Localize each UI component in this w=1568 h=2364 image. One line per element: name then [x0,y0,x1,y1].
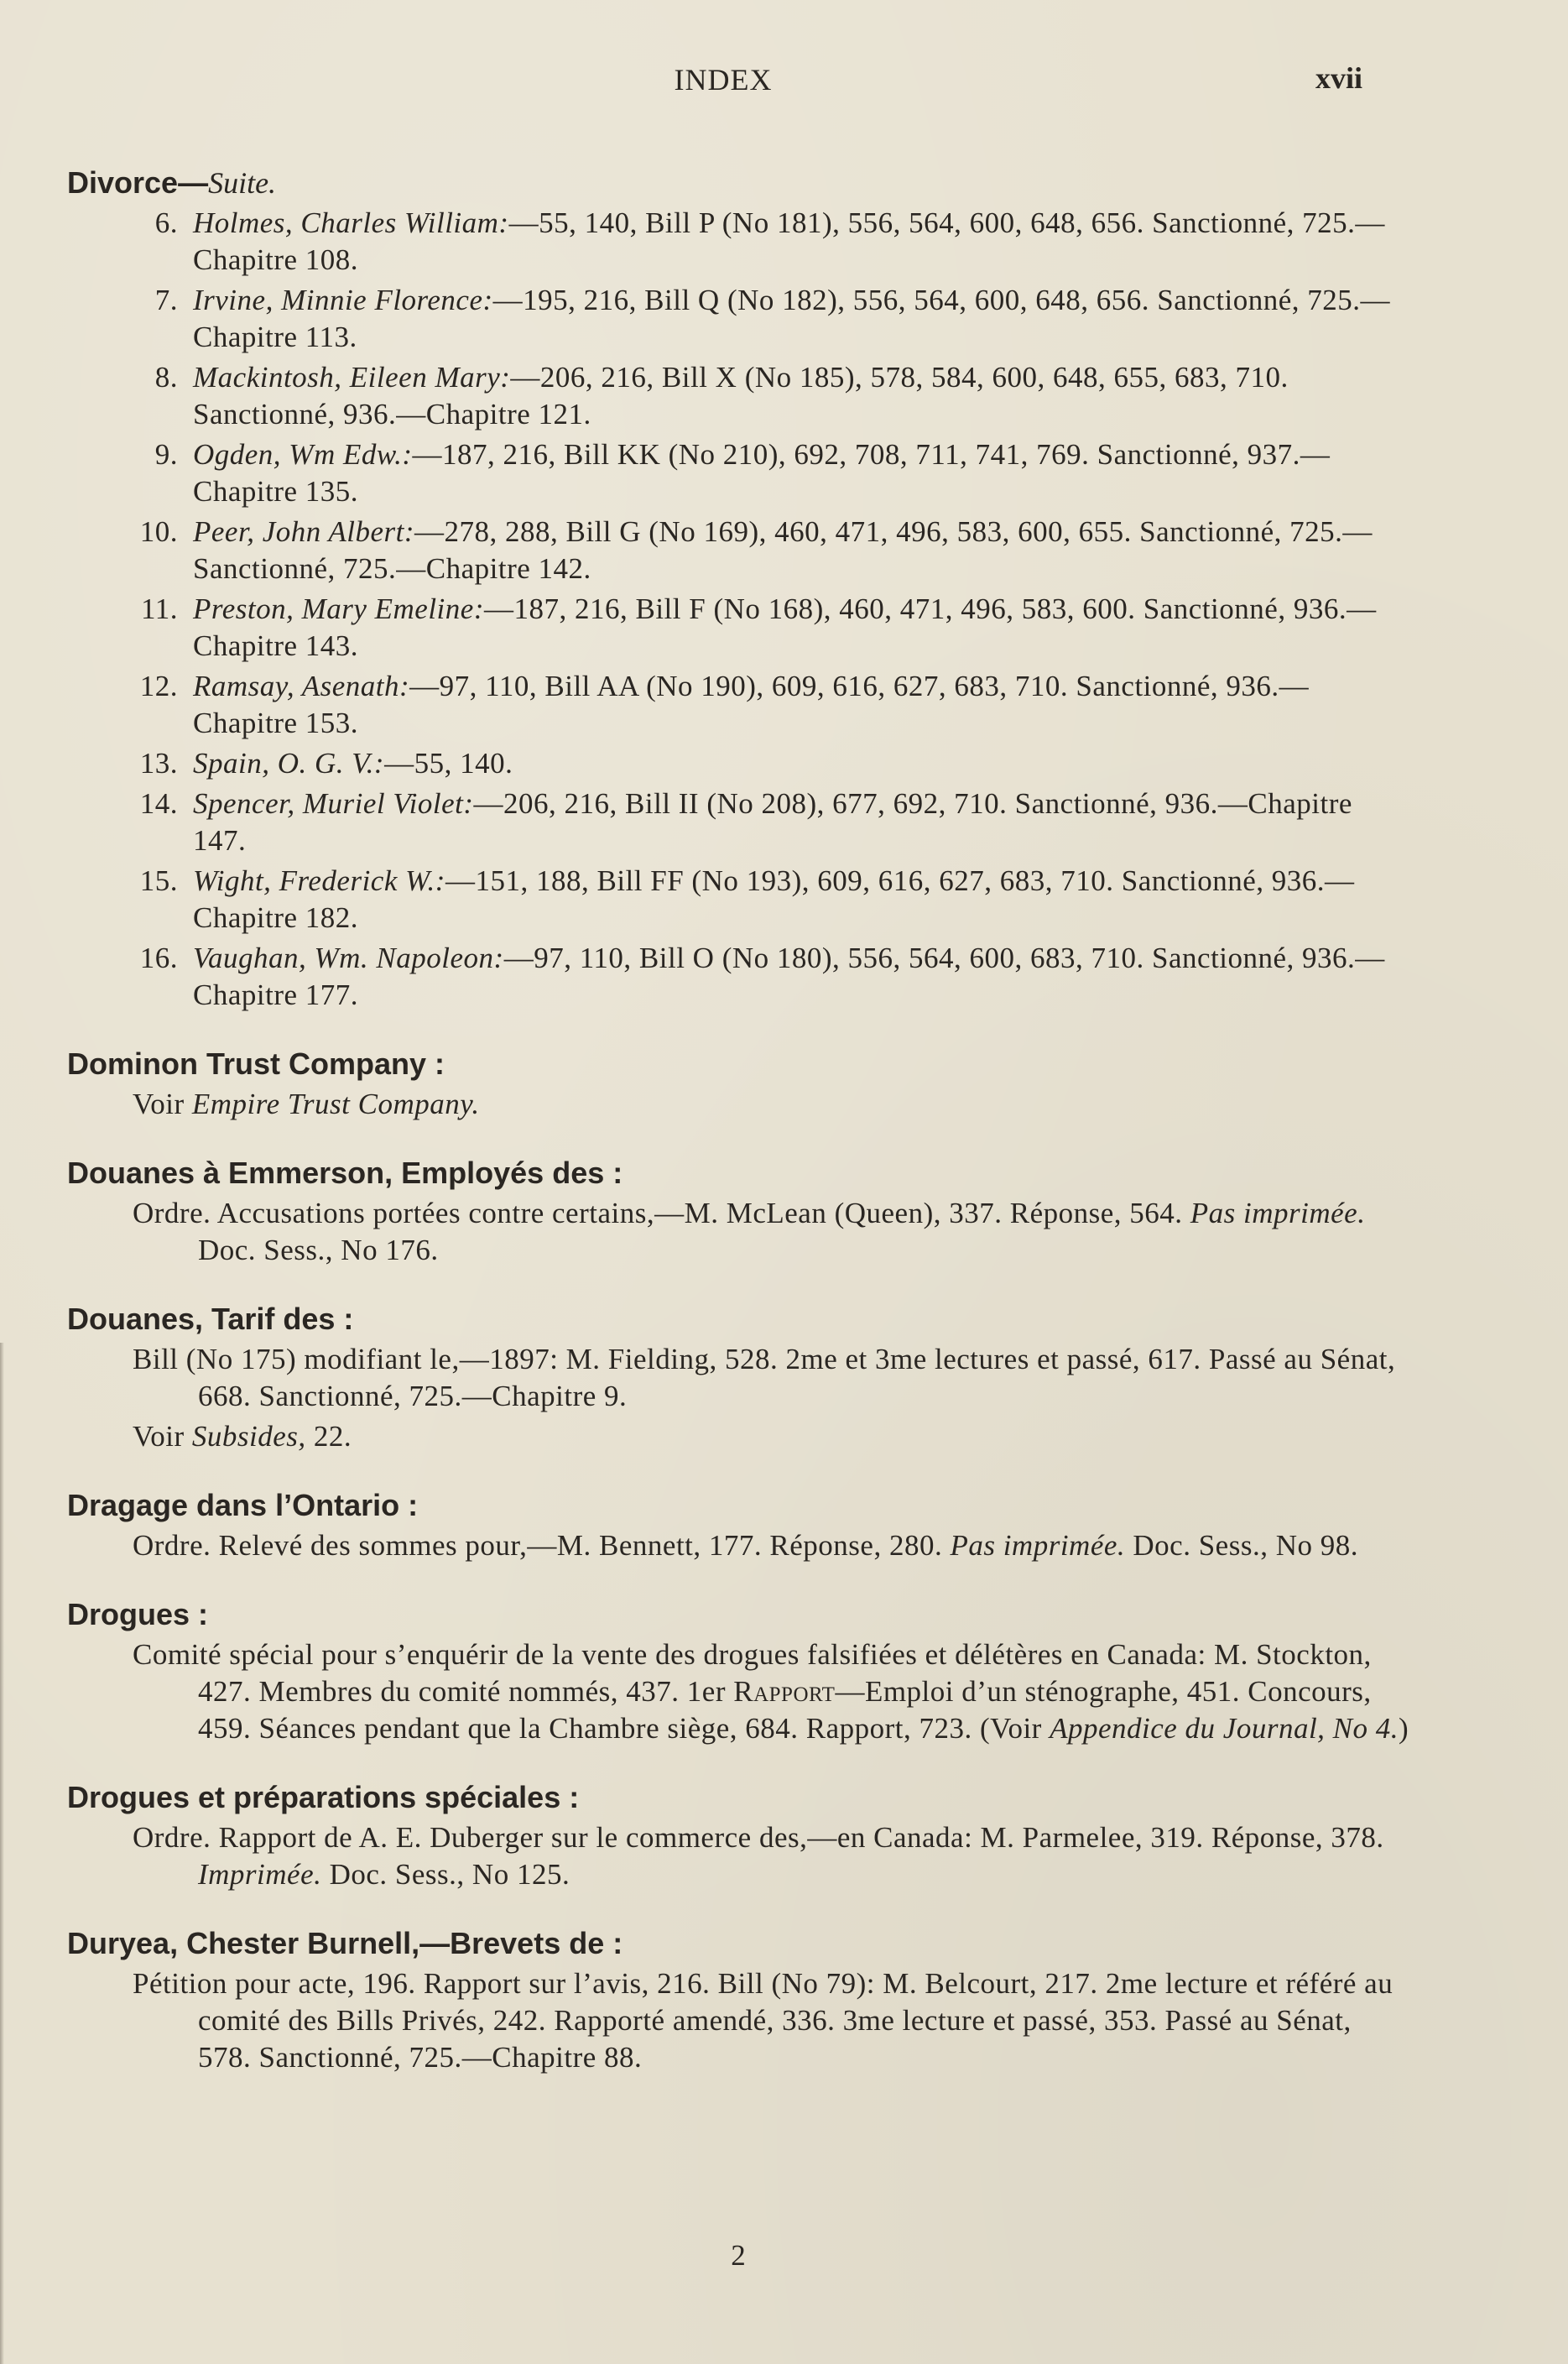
section-heading: Divorce—Suite. [67,165,277,200]
index-entry: 8. Mackintosh, Eileen Mary:—206, 216, Bill X (No 185), 578, 584, 600, 648, 655, 683, 710. Sanctionné, 936.—Chapitre 121. [154,361,1289,431]
divorce-entries [67,205,1409,1014]
index-entry: 15. Wight, Frederick W.:—151, 188, Bill FF (No 193), 609, 616, 627, 683, 710. Sanctionné, 936.—Chapitre 182. [139,864,1355,934]
index-entry: 16. Vaughan, Wm. Napoleon:—97, 110, Bill O (No 180), 556, 564, 600, 683, 710. Sanctionné, 936.—Chapitre 177. [139,942,1385,1011]
section-dragage [67,1487,1409,1564]
index-entry: 6. Holmes, Charles William:—55, 140, Bill P (No 181), 556, 564, 600, 648, 656. Sanctionné, 725.—Chapitre 108. [154,206,1385,276]
section-duryea [67,1925,1409,2076]
section-drogues [67,1596,1409,1747]
section-heading: Douanes, Tarif des : [67,1302,354,1336]
section-voir: Voir Subsides, 22. [133,1420,352,1453]
section-body: Comité spécial pour s’enquérir de la vente des drogues falsifiées et délétères en Canada: M. Stockton, 427. Membres du comité nommés, 437. 1er Rapport—Emploi d’un sténographe, 451. Concours, 459. Séances pendant que la Chambre siège, 684. Rapport, 723. (Voir Appendice du Journal, No 4.) [133,1638,1409,1745]
cross-reference: Empire Trust Company. [191,1088,480,1120]
index-entry: 14. Spencer, Muriel Violet:—206, 216, Bill II (No 208), 677, 692, 710. Sanctionné, 936.—Chapitre 147. [139,787,1352,857]
page-footer-number: 2 [731,2239,746,2272]
section-body: Ordre. Rapport de A. E. Duberger sur le commerce des,—en Canada: M. Parmelee, 319. Réponse, 378. Imprimée. Doc. Sess., No 125. [133,1821,1384,1891]
page-header-title: INDEX [674,63,773,97]
index-entry: 10. Peer, John Albert:—278, 288, Bill G (No 169), 460, 471, 496, 583, 600, 655. Sanctionné, 725.—Sanctionné, 725.—Chapitre 142. [139,515,1373,585]
section-heading: Drogues et préparations spéciales : [67,1780,580,1814]
index-entry: 11. Preston, Mary Emeline:—187, 216, Bill F (No 168), 460, 471, 496, 583, 600. Sanctionné, 936.—Chapitre 143. [141,592,1377,662]
section-dominon-trust [67,1046,1409,1123]
section-heading: Drogues : [67,1597,209,1631]
section-body: Ordre. Accusations portées contre certains,—M. McLean (Queen), 337. Réponse, 564. Pas imprimée. Doc. Sess., No 176. [133,1197,1366,1266]
page-edge-shadow [0,1343,4,2364]
cross-reference: Subsides, [191,1420,306,1453]
section-heading: Duryea, Chester Burnell,—Brevets de : [67,1926,623,1960]
index-entry: 7. Irvine, Minnie Florence:—195, 216, Bill Q (No 182), 556, 564, 600, 648, 656. Sanctionné, 725.—Chapitre 113. [154,284,1391,353]
section-heading: Douanes à Emmerson, Employés des : [67,1156,623,1190]
index-content [67,164,1409,2076]
section-body: Ordre. Relevé des sommes pour,—M. Bennett, 177. Réponse, 280. Pas imprimée. Doc. Sess., No 98. [133,1529,1358,1562]
page-header-number: xvii [1315,61,1363,95]
section-divorce [67,164,1409,1014]
section-body: Pétition pour acte, 196. Rapport sur l’avis, 216. Bill (No 79): M. Belcourt, 217. 2me lecture et référé au comité des Bills Privés, 242. Rapporté amendé, 336. 3me lecture et passé, 353. Passé au Sénat, 578. Sanctionné, 725.—Chapitre 88. [133,1967,1393,2074]
section-drogues-preparations [67,1779,1409,1893]
index-entry: 9. Ogden, Wm Edw.:—187, 216, Bill KK (No 210), 692, 708, 711, 741, 769. Sanctionné, 937.—Chapitre 135. [154,438,1331,508]
section-douanes-tarif [67,1301,1409,1455]
section-douanes-emmerson [67,1155,1409,1269]
section-heading: Dominon Trust Company : [67,1046,445,1081]
section-heading: Dragage dans l’Ontario : [67,1488,419,1522]
section-body: Voir Empire Trust Company. [133,1088,480,1120]
index-entry: 12. Ramsay, Asenath:—97, 110, Bill AA (No 190), 609, 616, 627, 683, 710. Sanctionné, 936.—Chapitre 153. [139,670,1310,739]
suite-label: Suite. [208,166,277,200]
section-body: Bill (No 175) modifiant le,—1897: M. Fielding, 528. 2me et 3me lectures et passé, 617. Passé au Sénat, 668. Sanctionné, 725.—Chapitre 9. [133,1343,1396,1412]
index-entry: 13. Spain, O. G. V.:—55, 140. [139,747,513,780]
